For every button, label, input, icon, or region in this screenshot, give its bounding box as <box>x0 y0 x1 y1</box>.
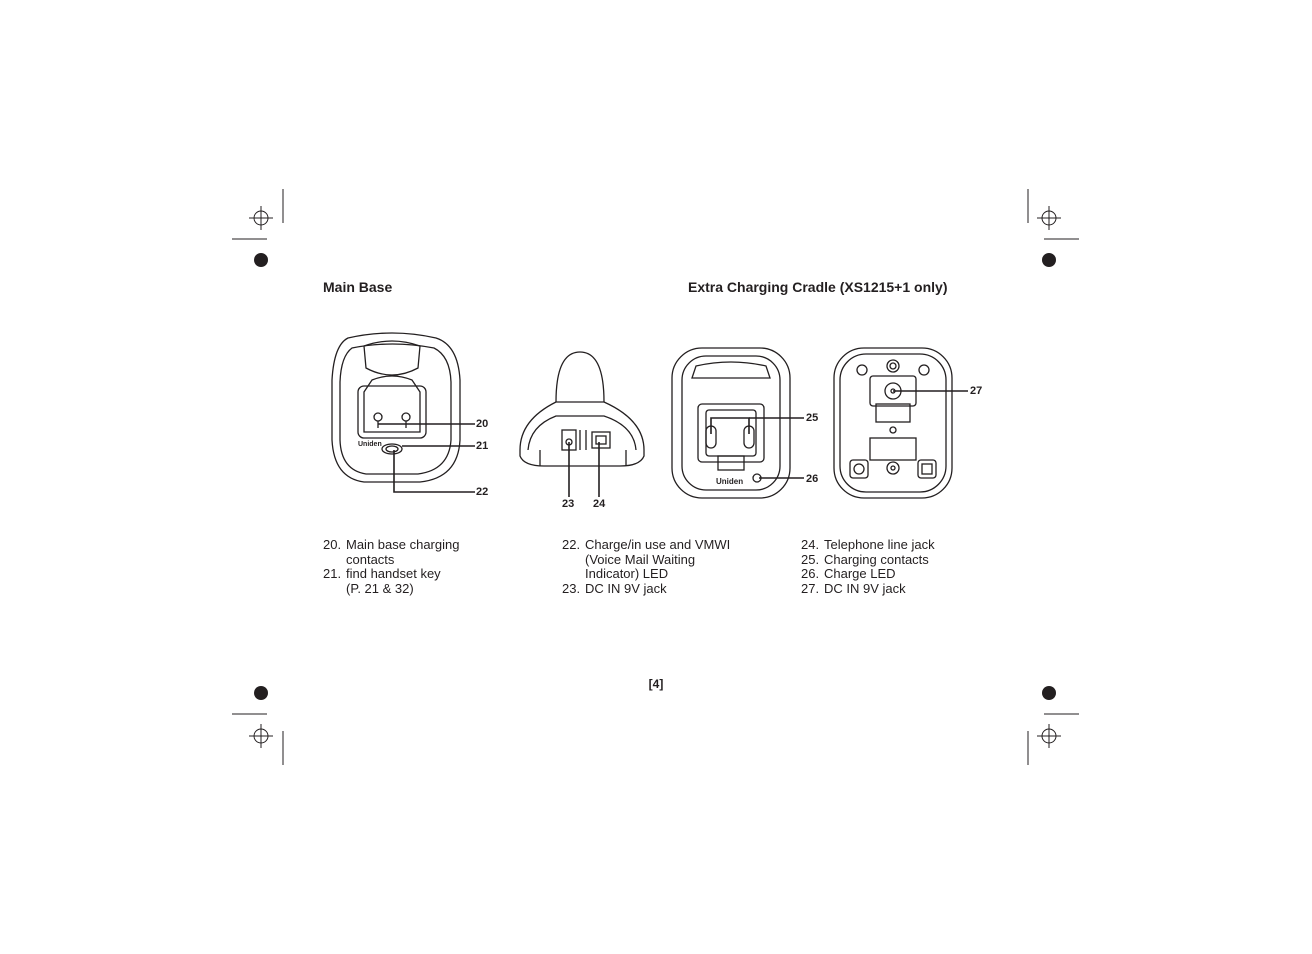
legend-item-25 <box>801 553 1001 568</box>
legend-number: 25. <box>801 551 820 567</box>
heading-main-base: Main Base <box>323 279 393 295</box>
legend-number: 20. <box>323 537 342 552</box>
cradle-bottom-illustration <box>834 348 952 498</box>
legend-item-27 <box>801 582 1001 597</box>
legend-item-23 <box>562 582 782 597</box>
main-base-illustration <box>332 333 460 482</box>
callout-27: 27 <box>970 385 983 397</box>
legend-text: find handset key (P. 21 & 32) <box>346 566 441 596</box>
legend-number: 27. <box>801 580 820 596</box>
callout-20: 20 <box>476 418 489 430</box>
legend-number: 26. <box>801 566 820 582</box>
legend-column-3 <box>801 538 1001 596</box>
cradle-top-illustration <box>672 348 790 498</box>
legend-text: Telephone line jack <box>824 537 935 552</box>
main-base-rear-illustration <box>520 352 644 466</box>
legend-item-26 <box>801 567 1001 582</box>
legend-number: 23. <box>562 580 581 596</box>
legend-text: DC IN 9V jack <box>824 580 906 596</box>
cradle-brand-label: Uniden <box>716 477 744 486</box>
legend-text: Charge LED <box>824 566 896 582</box>
legend-text: Charging contacts <box>824 551 929 567</box>
legend-item-24 <box>801 538 1001 553</box>
legend-text: Main base charging contacts <box>346 537 460 567</box>
legend-number: 21. <box>323 566 342 582</box>
base-brand-label: Uniden <box>358 441 382 448</box>
callout-21: 21 <box>476 440 489 452</box>
legend-text: DC IN 9V jack <box>585 580 667 596</box>
legend-number: 22. <box>562 537 581 552</box>
callout-24: 24 <box>593 498 606 510</box>
callout-26: 26 <box>806 473 819 485</box>
legend-column-1 <box>323 538 543 596</box>
page-number: [4] <box>648 677 664 691</box>
legend-text: Charge/in use and VMWI (Voice Mail Waiting Indicator) LED <box>585 537 731 582</box>
heading-extra-cradle: Extra Charging Cradle (XS1215+1 only) <box>688 279 948 295</box>
callout-23: 23 <box>562 498 575 510</box>
legend-item-21 <box>323 567 543 596</box>
callout-22: 22 <box>476 486 489 498</box>
legend-column-2 <box>562 538 782 596</box>
legend-number: 24. <box>801 537 820 552</box>
callout-leader-lines <box>378 391 968 497</box>
legend-item-20 <box>323 538 543 567</box>
legend-item-22 <box>562 538 782 582</box>
callout-25: 25 <box>806 412 819 424</box>
